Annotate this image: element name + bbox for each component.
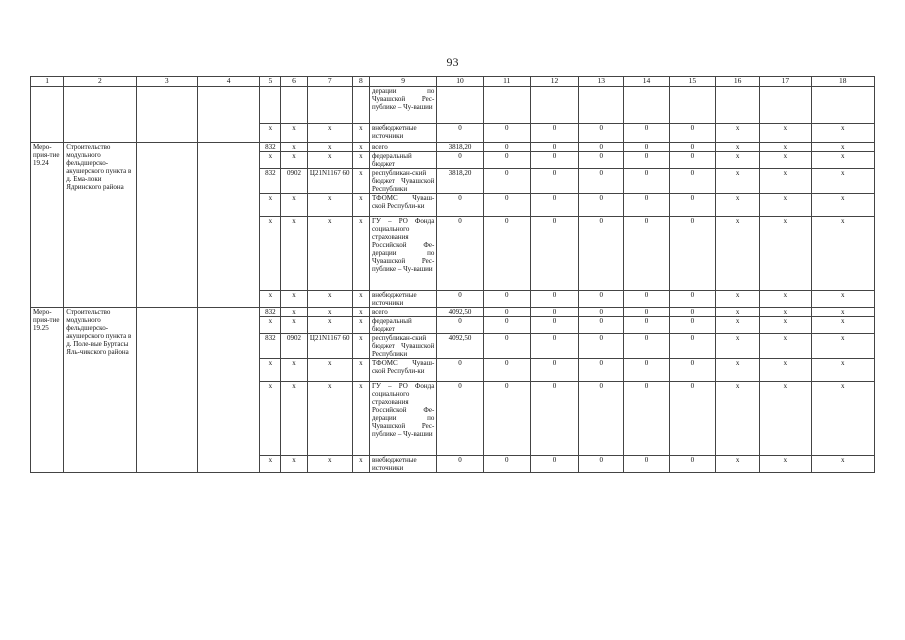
code-cell: x	[307, 124, 352, 143]
value-cell: 0	[624, 334, 669, 359]
column-header: 8	[352, 77, 369, 87]
measure-description-cell: Строительство модульного фельдшерско-акушерского пункта в д. Поле-вые Буртасы Яль-чикского района	[64, 308, 136, 473]
value-cell: x	[760, 194, 811, 217]
value-cell: 0	[483, 359, 530, 382]
code-cell: x	[281, 194, 307, 217]
value-cell: x	[715, 359, 759, 382]
value-cell: 0	[483, 456, 530, 473]
code-cell: x	[281, 456, 307, 473]
value-cell: 0	[669, 291, 715, 308]
code-cell: x	[307, 143, 352, 152]
column-header: 16	[715, 77, 759, 87]
code-cell: x	[260, 456, 281, 473]
value-cell: 0	[669, 152, 715, 169]
value-cell: 0	[530, 308, 578, 317]
value-cell: x	[811, 124, 875, 143]
value-cell: 0	[624, 359, 669, 382]
value-cell: 0	[669, 456, 715, 473]
header-row	[31, 77, 875, 87]
value-cell: 0	[579, 194, 624, 217]
code-cell: x	[307, 217, 352, 291]
code-cell: x	[352, 382, 369, 456]
value-cell: 0	[483, 317, 530, 334]
value-cell: x	[760, 152, 811, 169]
empty-cell	[31, 87, 64, 143]
value-cell: 0	[669, 317, 715, 334]
value-cell: 0	[624, 217, 669, 291]
code-cell: x	[352, 194, 369, 217]
value-cell: x	[811, 317, 875, 334]
value-cell: x	[715, 308, 759, 317]
column-header: 9	[369, 77, 436, 87]
source-cell: федеральный бюджет	[369, 317, 436, 334]
empty-cell	[260, 87, 281, 124]
source-cell: внебюджетные источники	[369, 456, 436, 473]
value-cell: 0	[483, 308, 530, 317]
value-cell: 0	[579, 382, 624, 456]
code-cell: x	[352, 124, 369, 143]
value-cell: 0	[669, 169, 715, 194]
value-cell: x	[715, 194, 759, 217]
code-cell: x	[307, 291, 352, 308]
source-cell: республикан-ский бюджет Чувашской Республики	[369, 334, 436, 359]
value-cell: x	[715, 152, 759, 169]
code-cell: x	[281, 124, 307, 143]
value-cell: x	[760, 169, 811, 194]
empty-cell	[136, 308, 197, 473]
empty-cell	[197, 87, 259, 143]
source-cell: федеральный бюджет	[369, 152, 436, 169]
value-cell: x	[760, 308, 811, 317]
empty-cell	[715, 87, 759, 124]
value-cell: 0	[437, 291, 483, 308]
value-cell: 0	[437, 317, 483, 334]
value-cell: 0	[669, 334, 715, 359]
code-cell: x	[352, 143, 369, 152]
value-cell: 0	[437, 124, 483, 143]
value-cell: 0	[669, 124, 715, 143]
value-cell: 0	[579, 291, 624, 308]
code-cell: 0902	[281, 169, 307, 194]
value-cell: x	[811, 169, 875, 194]
code-cell: x	[307, 308, 352, 317]
empty-cell	[760, 87, 811, 124]
value-cell: 0	[579, 456, 624, 473]
value-cell: 0	[579, 124, 624, 143]
value-cell: 0	[669, 194, 715, 217]
value-cell: x	[811, 194, 875, 217]
value-cell: 0	[579, 334, 624, 359]
code-cell: x	[281, 317, 307, 334]
code-cell: 832	[260, 334, 281, 359]
source-cell: республикан-ский бюджет Чувашской Республики	[369, 169, 436, 194]
code-cell: x	[260, 291, 281, 308]
value-cell: 0	[530, 456, 578, 473]
column-header: 12	[530, 77, 578, 87]
value-cell: 0	[624, 291, 669, 308]
code-cell: 832	[260, 169, 281, 194]
value-cell: 0	[624, 194, 669, 217]
value-cell: 4092,50	[437, 308, 483, 317]
column-header: 14	[624, 77, 669, 87]
value-cell: 0	[483, 382, 530, 456]
value-cell: 0	[483, 194, 530, 217]
code-cell: x	[352, 359, 369, 382]
empty-cell	[437, 87, 483, 124]
value-cell: 0	[530, 317, 578, 334]
code-cell: x	[307, 152, 352, 169]
empty-cell	[136, 143, 197, 308]
value-cell: 3818,20	[437, 143, 483, 152]
code-cell: x	[281, 217, 307, 291]
code-cell: 0902	[281, 334, 307, 359]
empty-cell	[669, 87, 715, 124]
budget-table	[30, 76, 875, 473]
measure-name-cell: Меро-прия-тие 19.24	[31, 143, 64, 308]
code-cell: x	[281, 291, 307, 308]
value-cell: x	[760, 291, 811, 308]
table-row	[31, 87, 875, 124]
code-cell: x	[352, 291, 369, 308]
value-cell: x	[715, 217, 759, 291]
table-row	[31, 143, 875, 152]
value-cell: x	[760, 334, 811, 359]
column-header: 5	[260, 77, 281, 87]
code-cell: Ц21N1167 60	[307, 334, 352, 359]
value-cell: 0	[624, 169, 669, 194]
empty-cell	[624, 87, 669, 124]
value-cell: x	[760, 124, 811, 143]
code-cell: x	[281, 382, 307, 456]
source-cell: ТФОМС Чуваш-ской Республи-ки	[369, 359, 436, 382]
value-cell: 0	[530, 217, 578, 291]
measure-description-cell: Строительство модульного фельдшерско-акушерского пункта в д. Ема-локи Ядринского района	[64, 143, 136, 308]
value-cell: x	[715, 169, 759, 194]
value-cell: x	[811, 217, 875, 291]
value-cell: x	[811, 382, 875, 456]
value-cell: 0	[437, 359, 483, 382]
source-cell: всего	[369, 143, 436, 152]
value-cell: 0	[530, 124, 578, 143]
code-cell: x	[260, 124, 281, 143]
value-cell: x	[811, 456, 875, 473]
code-cell: x	[260, 152, 281, 169]
code-cell: 832	[260, 308, 281, 317]
value-cell: 0	[483, 217, 530, 291]
value-cell: 0	[669, 143, 715, 152]
empty-cell	[64, 87, 136, 143]
value-cell: x	[811, 291, 875, 308]
empty-cell	[579, 87, 624, 124]
source-cell: внебюджетные источники	[369, 291, 436, 308]
empty-cell	[307, 87, 352, 124]
value-cell: 0	[624, 308, 669, 317]
column-header: 4	[197, 77, 259, 87]
code-cell: x	[307, 382, 352, 456]
value-cell: 4092,50	[437, 334, 483, 359]
value-cell: x	[715, 382, 759, 456]
value-cell: 0	[669, 359, 715, 382]
value-cell: x	[760, 143, 811, 152]
empty-cell	[281, 87, 307, 124]
value-cell: 0	[530, 152, 578, 169]
value-cell: 0	[579, 217, 624, 291]
value-cell: 0	[530, 194, 578, 217]
value-cell: 0	[579, 143, 624, 152]
code-cell: x	[352, 334, 369, 359]
code-cell: x	[307, 194, 352, 217]
value-cell: 0	[624, 152, 669, 169]
code-cell: x	[352, 152, 369, 169]
code-cell: x	[260, 194, 281, 217]
value-cell: 0	[483, 143, 530, 152]
value-cell: 0	[437, 217, 483, 291]
value-cell: 0	[437, 152, 483, 169]
value-cell: x	[715, 124, 759, 143]
code-cell: x	[307, 359, 352, 382]
column-header: 17	[760, 77, 811, 87]
value-cell: 0	[669, 382, 715, 456]
value-cell: x	[811, 143, 875, 152]
code-cell: x	[281, 143, 307, 152]
column-header: 18	[811, 77, 875, 87]
measure-name-cell: Меро-прия-тие 19.25	[31, 308, 64, 473]
value-cell: x	[811, 308, 875, 317]
source-cell: внебюджетные источники	[369, 124, 436, 143]
source-cell: ГУ – РО Фонда социального страхования Российской Фе-дерации по Чувашской Рес-публике – Чу-вашии	[369, 382, 436, 456]
code-cell: x	[352, 456, 369, 473]
column-header: 10	[437, 77, 483, 87]
value-cell: 0	[437, 382, 483, 456]
value-cell: 0	[437, 456, 483, 473]
code-cell: x	[260, 217, 281, 291]
value-cell: 0	[530, 169, 578, 194]
empty-cell	[197, 308, 259, 473]
empty-cell	[483, 87, 530, 124]
code-cell: x	[260, 317, 281, 334]
value-cell: 0	[579, 169, 624, 194]
value-cell: 0	[624, 382, 669, 456]
column-header: 1	[31, 77, 64, 87]
value-cell: 0	[483, 169, 530, 194]
source-cell: всего	[369, 308, 436, 317]
code-cell: x	[307, 317, 352, 334]
value-cell: 0	[530, 382, 578, 456]
value-cell: 0	[669, 308, 715, 317]
empty-cell	[352, 87, 369, 124]
table-row	[31, 308, 875, 317]
value-cell: x	[715, 317, 759, 334]
value-cell: x	[715, 334, 759, 359]
value-cell: 0	[530, 291, 578, 308]
value-cell: 0	[669, 217, 715, 291]
value-cell: x	[760, 382, 811, 456]
column-header: 11	[483, 77, 530, 87]
value-cell: x	[715, 291, 759, 308]
code-cell: 832	[260, 143, 281, 152]
code-cell: x	[260, 359, 281, 382]
value-cell: 0	[530, 359, 578, 382]
value-cell: x	[811, 359, 875, 382]
empty-cell	[136, 87, 197, 143]
value-cell: 0	[579, 152, 624, 169]
value-cell: x	[760, 456, 811, 473]
empty-cell	[811, 87, 875, 124]
value-cell: 0	[483, 291, 530, 308]
column-header: 3	[136, 77, 197, 87]
value-cell: x	[811, 152, 875, 169]
column-header: 15	[669, 77, 715, 87]
value-cell: 0	[437, 194, 483, 217]
value-cell: x	[760, 317, 811, 334]
code-cell: x	[352, 308, 369, 317]
empty-cell	[197, 143, 259, 308]
column-header: 7	[307, 77, 352, 87]
empty-cell	[530, 87, 578, 124]
source-cell: дерации по Чувашской Рес-публике – Чу-вашии	[369, 87, 436, 124]
value-cell: x	[811, 334, 875, 359]
code-cell: x	[260, 382, 281, 456]
value-cell: x	[715, 456, 759, 473]
code-cell: x	[281, 359, 307, 382]
value-cell: 3818,20	[437, 169, 483, 194]
value-cell: 0	[579, 308, 624, 317]
value-cell: 0	[624, 456, 669, 473]
page-number: 93	[446, 55, 459, 69]
code-cell: x	[352, 169, 369, 194]
value-cell: 0	[624, 124, 669, 143]
column-header: 6	[281, 77, 307, 87]
code-cell: x	[281, 308, 307, 317]
code-cell: x	[352, 317, 369, 334]
value-cell: x	[760, 359, 811, 382]
value-cell: 0	[483, 334, 530, 359]
value-cell: x	[715, 143, 759, 152]
column-header: 13	[579, 77, 624, 87]
code-cell: x	[281, 152, 307, 169]
code-cell: x	[307, 456, 352, 473]
source-cell: ТФОМС Чуваш-ской Республи-ки	[369, 194, 436, 217]
code-cell: x	[352, 217, 369, 291]
value-cell: 0	[624, 317, 669, 334]
source-cell: ГУ – РО Фонда социального страхования Российской Фе-дерации по Чувашской Рес-публике – Чу-вашии	[369, 217, 436, 291]
column-header: 2	[64, 77, 136, 87]
value-cell: 0	[483, 152, 530, 169]
value-cell: x	[760, 217, 811, 291]
code-cell: Ц21N1167 60	[307, 169, 352, 194]
value-cell: 0	[579, 359, 624, 382]
value-cell: 0	[579, 317, 624, 334]
value-cell: 0	[624, 143, 669, 152]
value-cell: 0	[530, 334, 578, 359]
value-cell: 0	[530, 143, 578, 152]
value-cell: 0	[483, 124, 530, 143]
